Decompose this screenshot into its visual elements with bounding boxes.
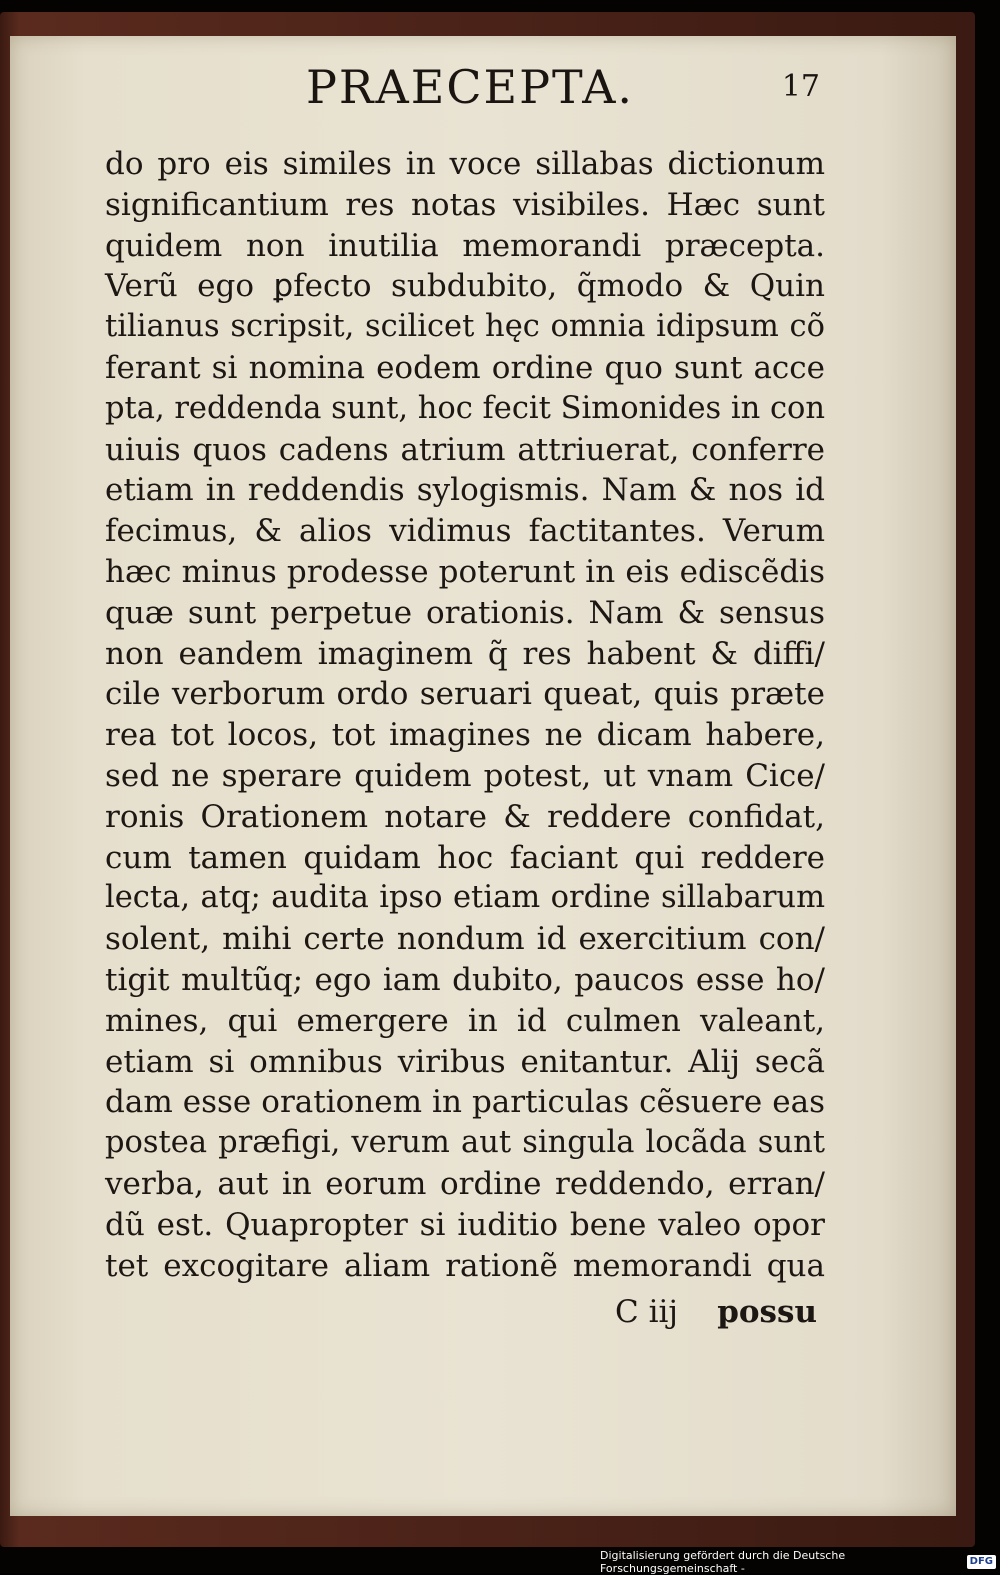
page-foot (105, 1290, 817, 1334)
text-line: postea præfigi, verum aut singula locãda sunt (105, 1125, 825, 1161)
text-line: tet excogitare aliam rationẽ memorandi qua (105, 1247, 825, 1284)
signature-mark: C iij (615, 1294, 679, 1330)
text-line: dam esse orationem in particulas cẽsuere eas (105, 1084, 825, 1121)
text-line: do pro eis similes in voce sillabas dictionum (105, 146, 825, 182)
running-head: PRAECEPTA. (305, 60, 635, 114)
text-line: lecta, atq; audita ipso etiam ordine sillabarum (105, 880, 825, 916)
text-line: dũ est. Quapropter si iuditio bene valeo opor (105, 1206, 825, 1243)
text-line: quæ sunt perpetue orationis. Nam & sensus (105, 594, 825, 631)
text-line: sed ne sperare quidem potest, ut vnam Cice/ (105, 757, 825, 794)
text-line: verba, aut in eorum ordine reddendo, erran/ (105, 1165, 825, 1202)
text-line: mines, qui emergere in id culmen valeant, (105, 1002, 825, 1039)
text-line: non eandem imaginem q̃ res habent & diffi/ (105, 635, 825, 672)
credit-text: Digitalisierung gefördert durch die Deutsche Forschungsgemeinschaft - (600, 1549, 846, 1575)
text-line: ronis Orationem notare & reddere confidat, (105, 798, 825, 835)
dfg-logo[interactable]: DFG (967, 1555, 996, 1569)
page-number: 17 (781, 69, 820, 104)
text-line: pta, reddenda sunt, hoc fecit Simonides in con (105, 390, 826, 426)
page-header (100, 60, 830, 144)
catchword: possu (717, 1294, 817, 1330)
text-line: tilianus scripsit, scilicet hęc omnia idipsum cõ (105, 309, 825, 345)
text-line: Verũ ego ꝑfecto subdubito, q̃modo & Quin (105, 268, 825, 305)
text-line: hæc minus prodesse poterunt in eis ediscẽdis (105, 553, 825, 590)
text-line: fecimus, & alios vidimus factitantes. Verum (105, 513, 825, 550)
text-line: etiam si omnibus viribus enitantur. Alij secã (105, 1043, 825, 1080)
text-line: etiam in reddendis sylogismis. Nam & nos id (105, 472, 825, 509)
body-text (105, 144, 825, 1286)
text-line: cum tamen quidam hoc faciant qui reddere (105, 839, 825, 876)
text-line: quidem non inutilia memorandi præcepta. (105, 227, 825, 264)
text-line: significantium res notas visibiles. Hæc sunt (105, 186, 825, 223)
text-line: rea tot locos, tot imagines ne dicam habere, (105, 717, 825, 754)
text-line: solent, mihi certe nondum id exercitium con/ (105, 921, 825, 958)
text-line: tigit multũq; ego iam dubito, paucos esse ho/ (105, 961, 825, 998)
text-line: ferant si nomina eodem ordine quo sunt acce (105, 349, 825, 386)
digitization-credit (600, 1551, 1000, 1573)
text-line: uiuis quos cadens atrium attriuerat, conferre (105, 431, 825, 468)
text-line: cile verborum ordo seruari queat, quis præte (105, 676, 825, 713)
